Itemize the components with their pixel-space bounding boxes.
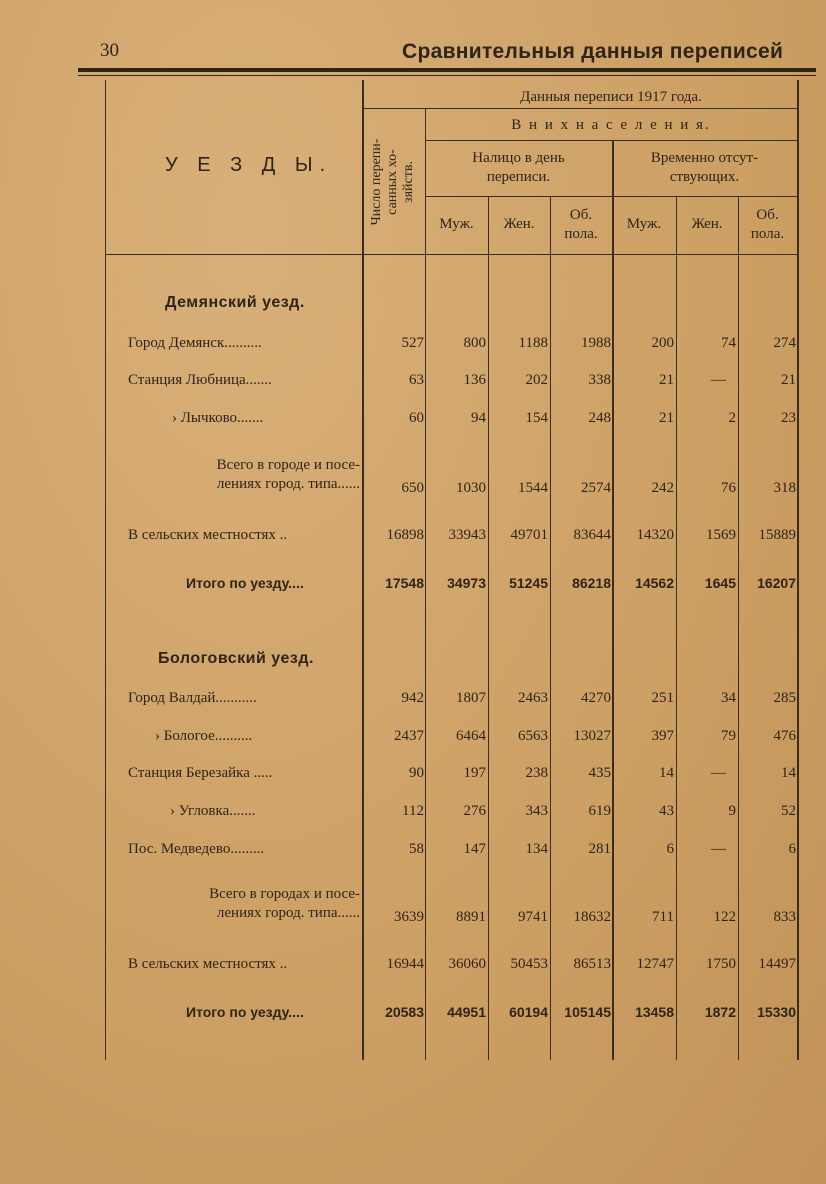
row-label: В сельских местностях .. <box>128 527 288 543</box>
cell: 147 <box>463 841 486 857</box>
cell: 14320 <box>636 527 674 543</box>
cell: 13458 <box>635 1004 674 1020</box>
census-header: Данныя переписи 1917 года. <box>520 89 702 105</box>
cell: 238 <box>525 765 548 781</box>
cell: 527 <box>401 335 424 351</box>
cell: 90 <box>409 765 424 781</box>
cell: 33943 <box>448 527 486 543</box>
table-divider <box>676 196 677 1060</box>
cell: 242 <box>651 480 674 496</box>
table-row-total <box>0 1000 826 1024</box>
table-row <box>0 761 826 785</box>
table-row-total <box>0 571 826 595</box>
cell: 8891 <box>456 909 486 925</box>
cell: 83644 <box>573 527 611 543</box>
cell: 43 <box>659 803 674 819</box>
cell: 12747 <box>636 956 674 972</box>
table-row <box>0 368 826 392</box>
cell: 274 <box>773 335 796 351</box>
table-row <box>0 799 826 823</box>
cell: 49701 <box>510 527 548 543</box>
cell: 14497 <box>758 956 796 972</box>
cell: 15330 <box>757 1004 796 1020</box>
header-line <box>105 254 798 255</box>
cell: 105145 <box>564 1004 611 1020</box>
cell: 2 <box>728 410 736 426</box>
row-label: Станция Березайка ..... <box>128 765 273 781</box>
header-line <box>425 196 798 197</box>
cell: 154 <box>525 410 548 426</box>
cell: 50453 <box>510 956 548 972</box>
cell: 15889 <box>758 527 796 543</box>
cell: 6563 <box>518 728 548 744</box>
cell: — <box>711 765 726 781</box>
cell: 20583 <box>385 1004 424 1020</box>
cell: 18632 <box>573 909 611 925</box>
cell: 1807 <box>456 690 486 706</box>
cell: 6 <box>666 841 674 857</box>
cell: 6 <box>788 841 796 857</box>
cell: 94 <box>471 410 486 426</box>
table-row <box>0 523 826 547</box>
cell: 21 <box>781 372 796 388</box>
cell: 122 <box>713 909 736 925</box>
cell: 248 <box>588 410 611 426</box>
cell: 800 <box>463 335 486 351</box>
cell: 44951 <box>447 1004 486 1020</box>
cell: 6464 <box>456 728 486 744</box>
cell: 318 <box>773 480 796 496</box>
table-divider <box>488 196 489 1060</box>
cell: 197 <box>463 765 486 781</box>
cell: 476 <box>773 728 796 744</box>
cell: 16898 <box>386 527 424 543</box>
cell: 343 <box>525 803 548 819</box>
cell: 650 <box>401 480 424 496</box>
table-row <box>0 837 826 861</box>
cell: 202 <box>525 372 548 388</box>
cell: 60 <box>409 410 424 426</box>
cell: 17548 <box>385 575 424 591</box>
cell: 833 <box>773 909 796 925</box>
cell: 9 <box>728 803 736 819</box>
present-header: Налицо в день переписи. <box>472 150 565 185</box>
cell: 281 <box>588 841 611 857</box>
row-label: Итого по уезду.... <box>186 575 304 591</box>
cell: 2574 <box>581 480 611 496</box>
row-label: › Угловка....... <box>170 803 256 819</box>
header-line <box>362 108 798 109</box>
cell: 1872 <box>704 1004 736 1020</box>
table-row <box>0 724 826 748</box>
table-row <box>0 952 826 976</box>
cell: 276 <box>463 803 486 819</box>
cell: 338 <box>588 372 611 388</box>
cell: 1988 <box>581 335 611 351</box>
cell: 397 <box>651 728 674 744</box>
cell: 63 <box>409 372 424 388</box>
cell: 16207 <box>757 575 796 591</box>
row-label: Пос. Медведево......... <box>128 841 265 857</box>
cell: 435 <box>588 765 611 781</box>
table-row <box>0 406 826 430</box>
row-label: Станция Любница....... <box>128 372 272 388</box>
cell: 23 <box>781 410 796 426</box>
table-divider <box>550 196 551 1060</box>
cell: 2437 <box>394 728 424 744</box>
cell: 76 <box>721 480 736 496</box>
cell: 3639 <box>394 909 424 925</box>
row-label: Город Демянск.......... <box>128 335 262 351</box>
population-header: В н и х н а с е л е н и я. <box>511 117 711 133</box>
cell: 1030 <box>456 480 486 496</box>
cell: 14562 <box>635 575 674 591</box>
cell: 1188 <box>518 335 548 351</box>
col-male-absent: Муж. <box>626 216 662 232</box>
cell: 51245 <box>509 575 548 591</box>
cell: 285 <box>773 690 796 706</box>
col-female-present: Жен. <box>503 216 535 232</box>
col-both-present: Об. пола. <box>564 207 598 242</box>
cell: — <box>711 372 726 388</box>
row-label: В сельских местностях .. <box>128 956 288 972</box>
cell: 251 <box>651 690 674 706</box>
row-label: Всего в городе и посе- лениях город. типа...... <box>216 457 360 492</box>
page-title: Сравнительныя данныя переписей <box>402 40 784 63</box>
cell: 942 <box>401 690 424 706</box>
cell: 60194 <box>509 1004 548 1020</box>
table-row <box>0 476 826 500</box>
districts-header: У Е З Д Ы. <box>165 154 333 176</box>
absent-header: Временно отсут- ствующих. <box>650 150 759 185</box>
table-row <box>0 905 826 929</box>
col-female-absent: Жен. <box>691 216 723 232</box>
table-row <box>0 331 826 355</box>
row-label: › Бологое.......... <box>155 728 253 744</box>
cell: 112 <box>402 803 424 819</box>
cell: 86513 <box>573 956 611 972</box>
cell: 711 <box>652 909 674 925</box>
cell: 86218 <box>572 575 611 591</box>
cell: 1645 <box>704 575 736 591</box>
cell: 619 <box>588 803 611 819</box>
cell: 13027 <box>573 728 611 744</box>
cell: 136 <box>463 372 486 388</box>
row-label: › Лычково....... <box>172 410 264 426</box>
header-line <box>425 140 798 141</box>
section-title: Демянский уезд. <box>165 294 305 311</box>
cell: 36060 <box>448 956 486 972</box>
cell: 2463 <box>518 690 548 706</box>
cell: 1569 <box>706 527 736 543</box>
cell: 21 <box>659 372 674 388</box>
cell: 14 <box>659 765 674 781</box>
cell: 9741 <box>518 909 548 925</box>
cell: 14 <box>781 765 796 781</box>
cell: — <box>711 841 726 857</box>
cell: 16944 <box>386 956 424 972</box>
cell: 134 <box>525 841 548 857</box>
cell: 21 <box>659 410 674 426</box>
cell: 1544 <box>518 480 548 496</box>
cell: 58 <box>409 841 424 857</box>
cell: 74 <box>721 335 736 351</box>
cell: 4270 <box>581 690 611 706</box>
cell: 79 <box>721 728 736 744</box>
cell: 34973 <box>447 575 486 591</box>
row-label: Город Валдай........... <box>128 690 257 706</box>
cell: 1750 <box>706 956 736 972</box>
cell: 52 <box>781 803 796 819</box>
table-divider <box>738 196 739 1060</box>
page-number: 30 <box>100 40 119 61</box>
households-header: Число перепи- санных хо- зяйств. <box>369 138 416 226</box>
section-title: Бологовский уезд. <box>158 650 314 667</box>
row-label: Итого по уезду.... <box>186 1004 304 1020</box>
col-both-absent: Об. пола. <box>750 207 785 242</box>
row-label: Всего в городах и посе- лениях город. типа...... <box>209 886 360 921</box>
col-male-present: Муж. <box>439 216 474 232</box>
table-row <box>0 686 826 710</box>
cell: 34 <box>721 690 736 706</box>
cell: 200 <box>651 335 674 351</box>
